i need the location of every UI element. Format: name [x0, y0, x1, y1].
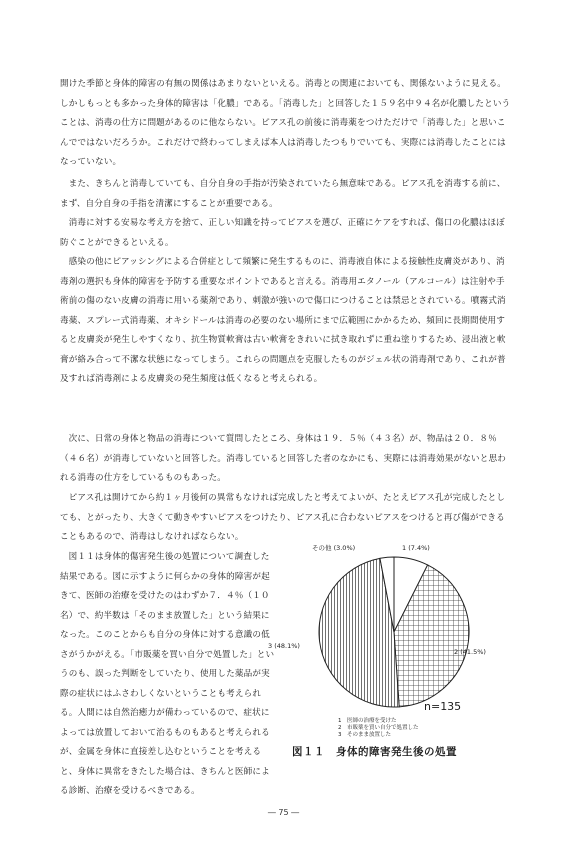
paragraph-6: ピアス孔は開けてから約１ヶ月後何の異常もなければ完成したと考えてよいが、たとえピアス孔が完成したとしても、とがったり、大きくて動きやすいピアスをつけたり、ピアス孔に合わないピアスをつけると再び傷ができることもあるので、消毒はしなければならない。 — [60, 493, 506, 542]
chart-legend — [338, 718, 419, 740]
slice-label-3: 3 (48.1%) — [268, 642, 300, 650]
paragraph-7: 図１１は身体的傷害発生後の処置について調査した結果である。図に示すように何らかの身体的障害が起きて、医師の治療を受けたのはわずか７．４％（１０名）で、約半数は「そのまま放置した」という結果になった。このことからも自分の身体に対する意識の低さがうかがえる。「市販薬を買い自分で処置した」というのも、誤った判断をしていたり、使用した薬品が実際の症状にはふさわしくないということも考えられる。人間には自然治癒力が備わっているので、症状によっては放置しておいて治るものもあると考えられるが、金属を身体に直接差し込むということを考えると、身体に異常をきたした場合は、きちんと医師による診断、治療を受けるべきである。 — [60, 552, 275, 796]
page-number: ― 75 ― — [267, 808, 300, 817]
sample-size-label: n=135 — [424, 700, 462, 713]
paragraph-4: 感染の他にピアッシングによる合併症として頻繁に発生するものに、消毒液自体による接触性皮膚炎があり、消毒剤の選択も身体的障害を予防する重要なポイントであると言える。消毒用エタノール（アルコール）は注射や手術前の傷のない皮膚の消毒に用いる薬剤であり、刺激が強いので傷口につけることは禁忌とされている。噴霧式消毒薬、スプレー式消毒薬、オキシドールは消毒の必要のない場所にまで広範囲にかかるため、頻回に長期間使用すると皮膚炎が発生しやすくなり、抗生物質軟膏は古い軟膏をきれいに拭き取れずに重ね塗りするため、浸出液と軟膏が絡み合って不潔な状態になってしまう。これらの問題点を克服したものがジェル状の消毒剤であり、これが普及すれば消毒剤による皮膚炎の発生頻度は低くなると考えられる。 — [60, 257, 506, 384]
pie-chart — [268, 540, 518, 740]
paragraph-3: 消毒に対する安易な考え方を捨て、正しい知識を持ってピアスを選び、正確にケアをすれば、傷口の化膿はほぼ防ぐことができるといえる。 — [60, 218, 505, 248]
figure-11 — [268, 540, 518, 780]
slice-label-other: その他 (3.0%) — [312, 544, 356, 552]
legend-item-2: 2 市販薬を買い自分で処置した — [338, 725, 419, 732]
slice-label-1: 1 (7.4%) — [402, 544, 430, 552]
figure-caption: 図１１ 身体的障害発生後の処置 — [292, 746, 457, 758]
legend-item-1: 1 医師の治療を受けた — [338, 718, 397, 724]
paragraph-2: また、きちんと消毒していても、自分自身の手指が汚染されていたら無意味である。ピアス孔を消毒する前に、まず、自分自身の手指を清潔にすることが重要である。 — [60, 179, 506, 209]
paragraph-1: 開けた季節と身体的障害の有無の関係はあまりないといえる。消毒との関連においても、関係ないように見える。しかしもっとも多かった身体的障害は「化膿」である。「消毒した」と回答した１５９名中９４名が化膿したということは、消毒の仕方に問題があるのに他ならない。ピアス孔の前後に消毒薬をつけただけで「消毒した」と思いこんでではないだろうか。これだけで終わってしまえば本人は消毒したつもりでいても、実際には消毒したことにはなっていない。 — [60, 79, 511, 167]
legend-item-3: 3 そのまま放置した — [338, 732, 391, 739]
slice-label-2: 2 (41.5%) — [454, 648, 486, 656]
paragraph-5: 次に、日常の身体と物品の消毒について質問したところ、身体は１９．５％（４３名）が、物品は２０．８％（４６名）が消毒していないと回答した。消毒していると回答した者のなかにも、実際には消毒効果がないと思われる消毒の仕方をしているものもあった。 — [60, 434, 506, 483]
